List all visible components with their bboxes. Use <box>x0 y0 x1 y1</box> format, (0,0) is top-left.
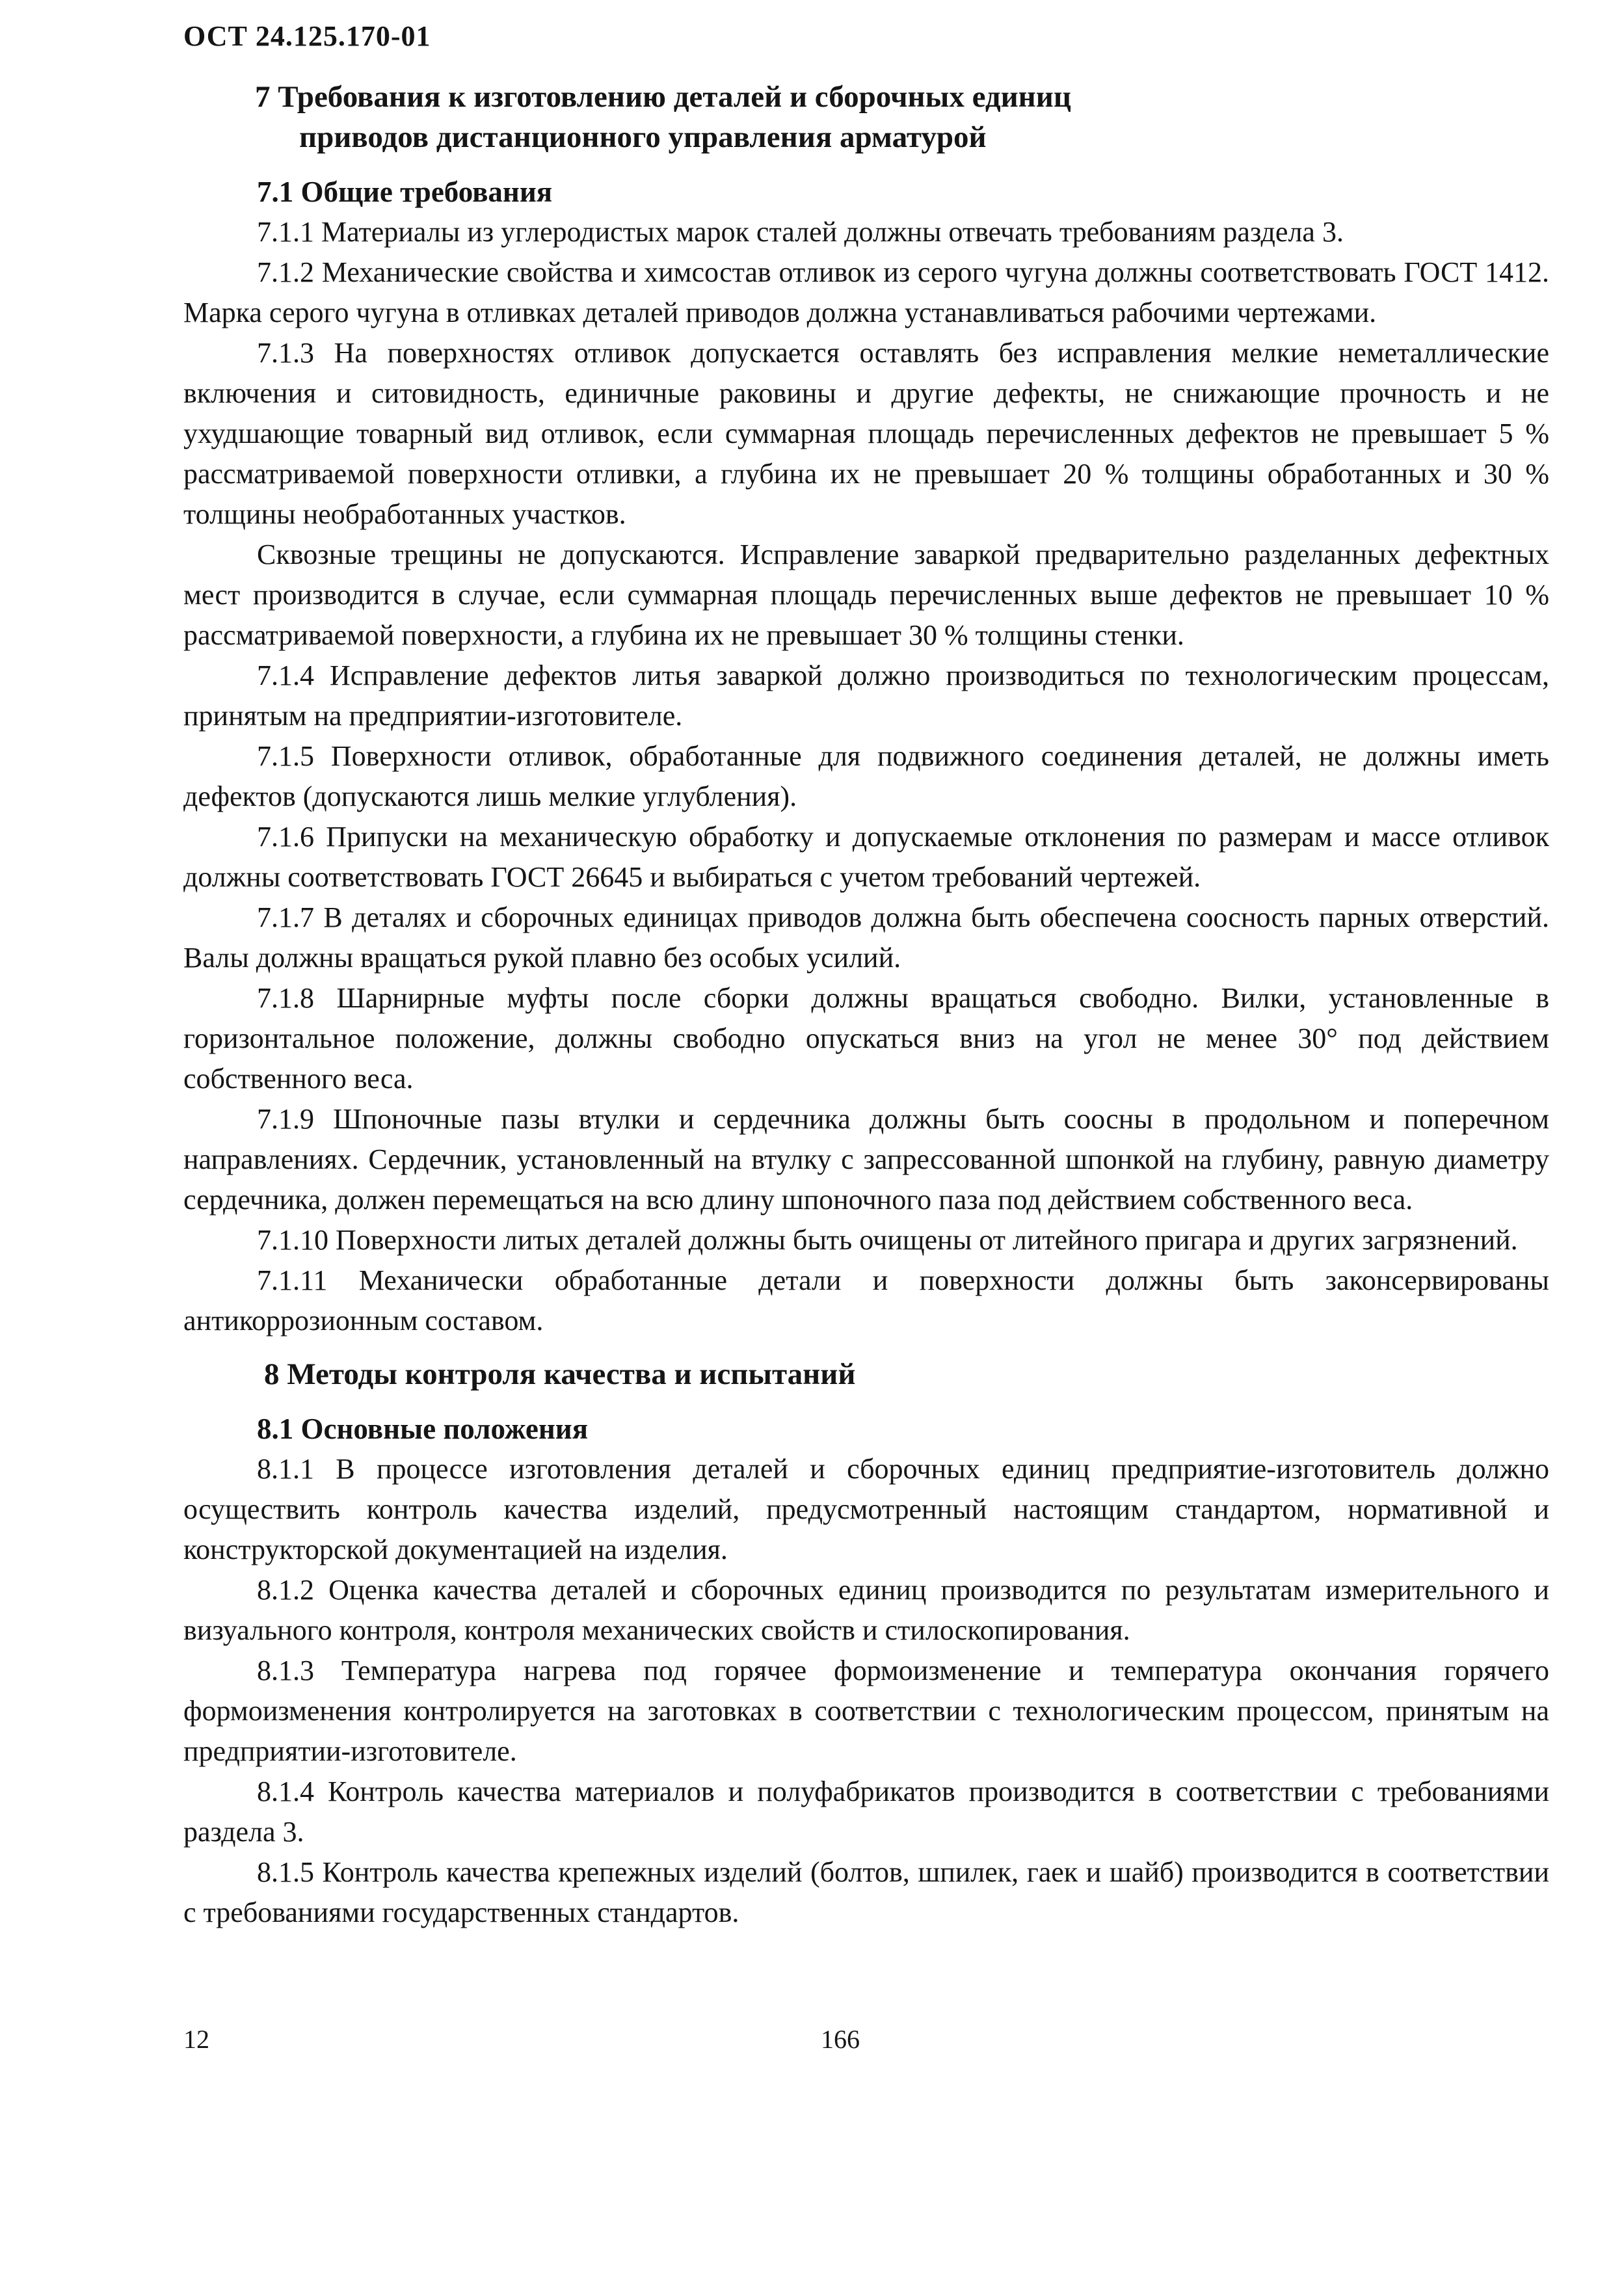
document-body <box>183 77 1549 1933</box>
paragraph-7-1-2: 7.1.2 Механические свойства и химсостав отливок из серого чугуна должны соответствовать ГОСТ 1412. Марка серого чугуна в отливках деталей приводов должна устанавливаться рабочими чертежами. <box>183 256 1549 328</box>
section-7-title <box>183 77 1549 157</box>
paragraph-8-1-5: 8.1.5 Контроль качества крепежных изделий (болтов, шпилек, гаек и шайб) производится в соответствии с требованиями государственных стандартов. <box>183 1856 1549 1928</box>
paragraph-8-1-3: 8.1.3 Температура нагрева под горячее формоизменение и температура окончания горячего формоизменения контролируется на заготовках в соответствии с технологическим процессом, принятым на предприятии-изготовителе. <box>183 1655 1549 1767</box>
page-number-left: 12 <box>183 2025 209 2054</box>
paragraph-7-1-8: 7.1.8 Шарнирные муфты после сборки должны вращаться свободно. Вилки, установленные в горизонтальное положение, должны свободно опускаться вниз на угол не менее 30° под действием собственного веса. <box>183 982 1549 1095</box>
paragraph-8-1-2: 8.1.2 Оценка качества деталей и сборочных единиц производится по результатам измерительного и визуального контроля, контроля механических свойств и стилоскопирования. <box>183 1574 1549 1646</box>
section-7-title-line-1: 7 Требования к изготовлению деталей и сборочных единиц <box>255 80 1071 114</box>
section-7-title-line-2: приводов дистанционного управления арматурой <box>299 120 987 154</box>
section-8-title: 8 Методы контроля качества и испытаний <box>264 1357 856 1391</box>
subsection-8-1-title: 8.1 Основные положения <box>257 1413 589 1445</box>
paragraph-7-1-7: 7.1.7 В деталях и сборочных единицах приводов должна быть обеспечена соосность парных отверстий. Валы должны вращаться рукой плавно без особых усилий. <box>183 901 1549 974</box>
paragraph-7-1-6: 7.1.6 Припуски на механическую обработку и допускаемые отклонения по размерам и массе отливок должны соответствовать ГОСТ 26645 и выбираться с учетом требований чертежей. <box>183 821 1549 893</box>
paragraph-7-1-5: 7.1.5 Поверхности отливок, обработанные для подвижного соединения деталей, не должны иметь дефектов (допускаются лишь мелкие углубления). <box>183 740 1549 812</box>
paragraph-7-1-3: 7.1.3 На поверхностях отливок допускается оставлять без исправления мелкие неметаллические включения и ситовидность, единичные раковины и другие дефекты, не снижающие прочность и не ухудшающие товарный вид отливок, если суммарная площадь перечисленных дефектов не превышает 5 % рассматриваемой поверхности отливки, а глубина их не превышает 20 % толщины обработанных и 30 % толщины необработанных участков. <box>183 337 1549 530</box>
paragraph-7-1-3-continued: Сквозные трещины не допускаются. Исправление заваркой предварительно разделанных дефектных мест производится в случае, если суммарная площадь перечисленных выше дефектов не превышает 10 % рассматриваемой поверхности, а глубина их не превышает 30 % толщины стенки. <box>183 539 1549 651</box>
paragraph-7-1-10: 7.1.10 Поверхности литых деталей должны быть очищены от литейного пригара и других загрязнений. <box>257 1224 1518 1256</box>
subsection-7-1-title: 7.1 Общие требования <box>257 176 553 208</box>
paragraph-8-1-4: 8.1.4 Контроль качества материалов и полуфабрикатов производится в соответствии с требованиями раздела 3. <box>183 1776 1549 1848</box>
paragraph-7-1-4: 7.1.4 Исправление дефектов литья заваркой должно производиться по технологическим процессам, принятым на предприятии-изготовителе. <box>183 659 1549 732</box>
document-code: ОСТ 24.125.170-01 <box>183 20 431 52</box>
paragraph-7-1-9: 7.1.9 Шпоночные пазы втулки и сердечника должны быть соосны в продольном и поперечном направлениях. Сердечник, установленный на втулку с запрессованной шпонкой на глубину, равную диаметру сердечника, должен перемещаться на всю длину шпоночного паза под действием собственного веса. <box>183 1103 1549 1216</box>
page-number-center: 166 <box>821 2025 860 2054</box>
paragraph-8-1-1: 8.1.1 В процессе изготовления деталей и сборочных единиц предприятие-изготовитель должно осуществить контроль качества изделий, предусмотренный настоящим стандартом, нормативной и конструкторской документацией на изделия. <box>183 1453 1549 1565</box>
paragraph-7-1-11: 7.1.11 Механически обработанные детали и поверхности должны быть законсервированы антикоррозионным составом. <box>183 1264 1549 1337</box>
paragraph-7-1-1: 7.1.1 Материалы из углеродистых марок сталей должны отвечать требованиям раздела 3. <box>257 216 1344 248</box>
